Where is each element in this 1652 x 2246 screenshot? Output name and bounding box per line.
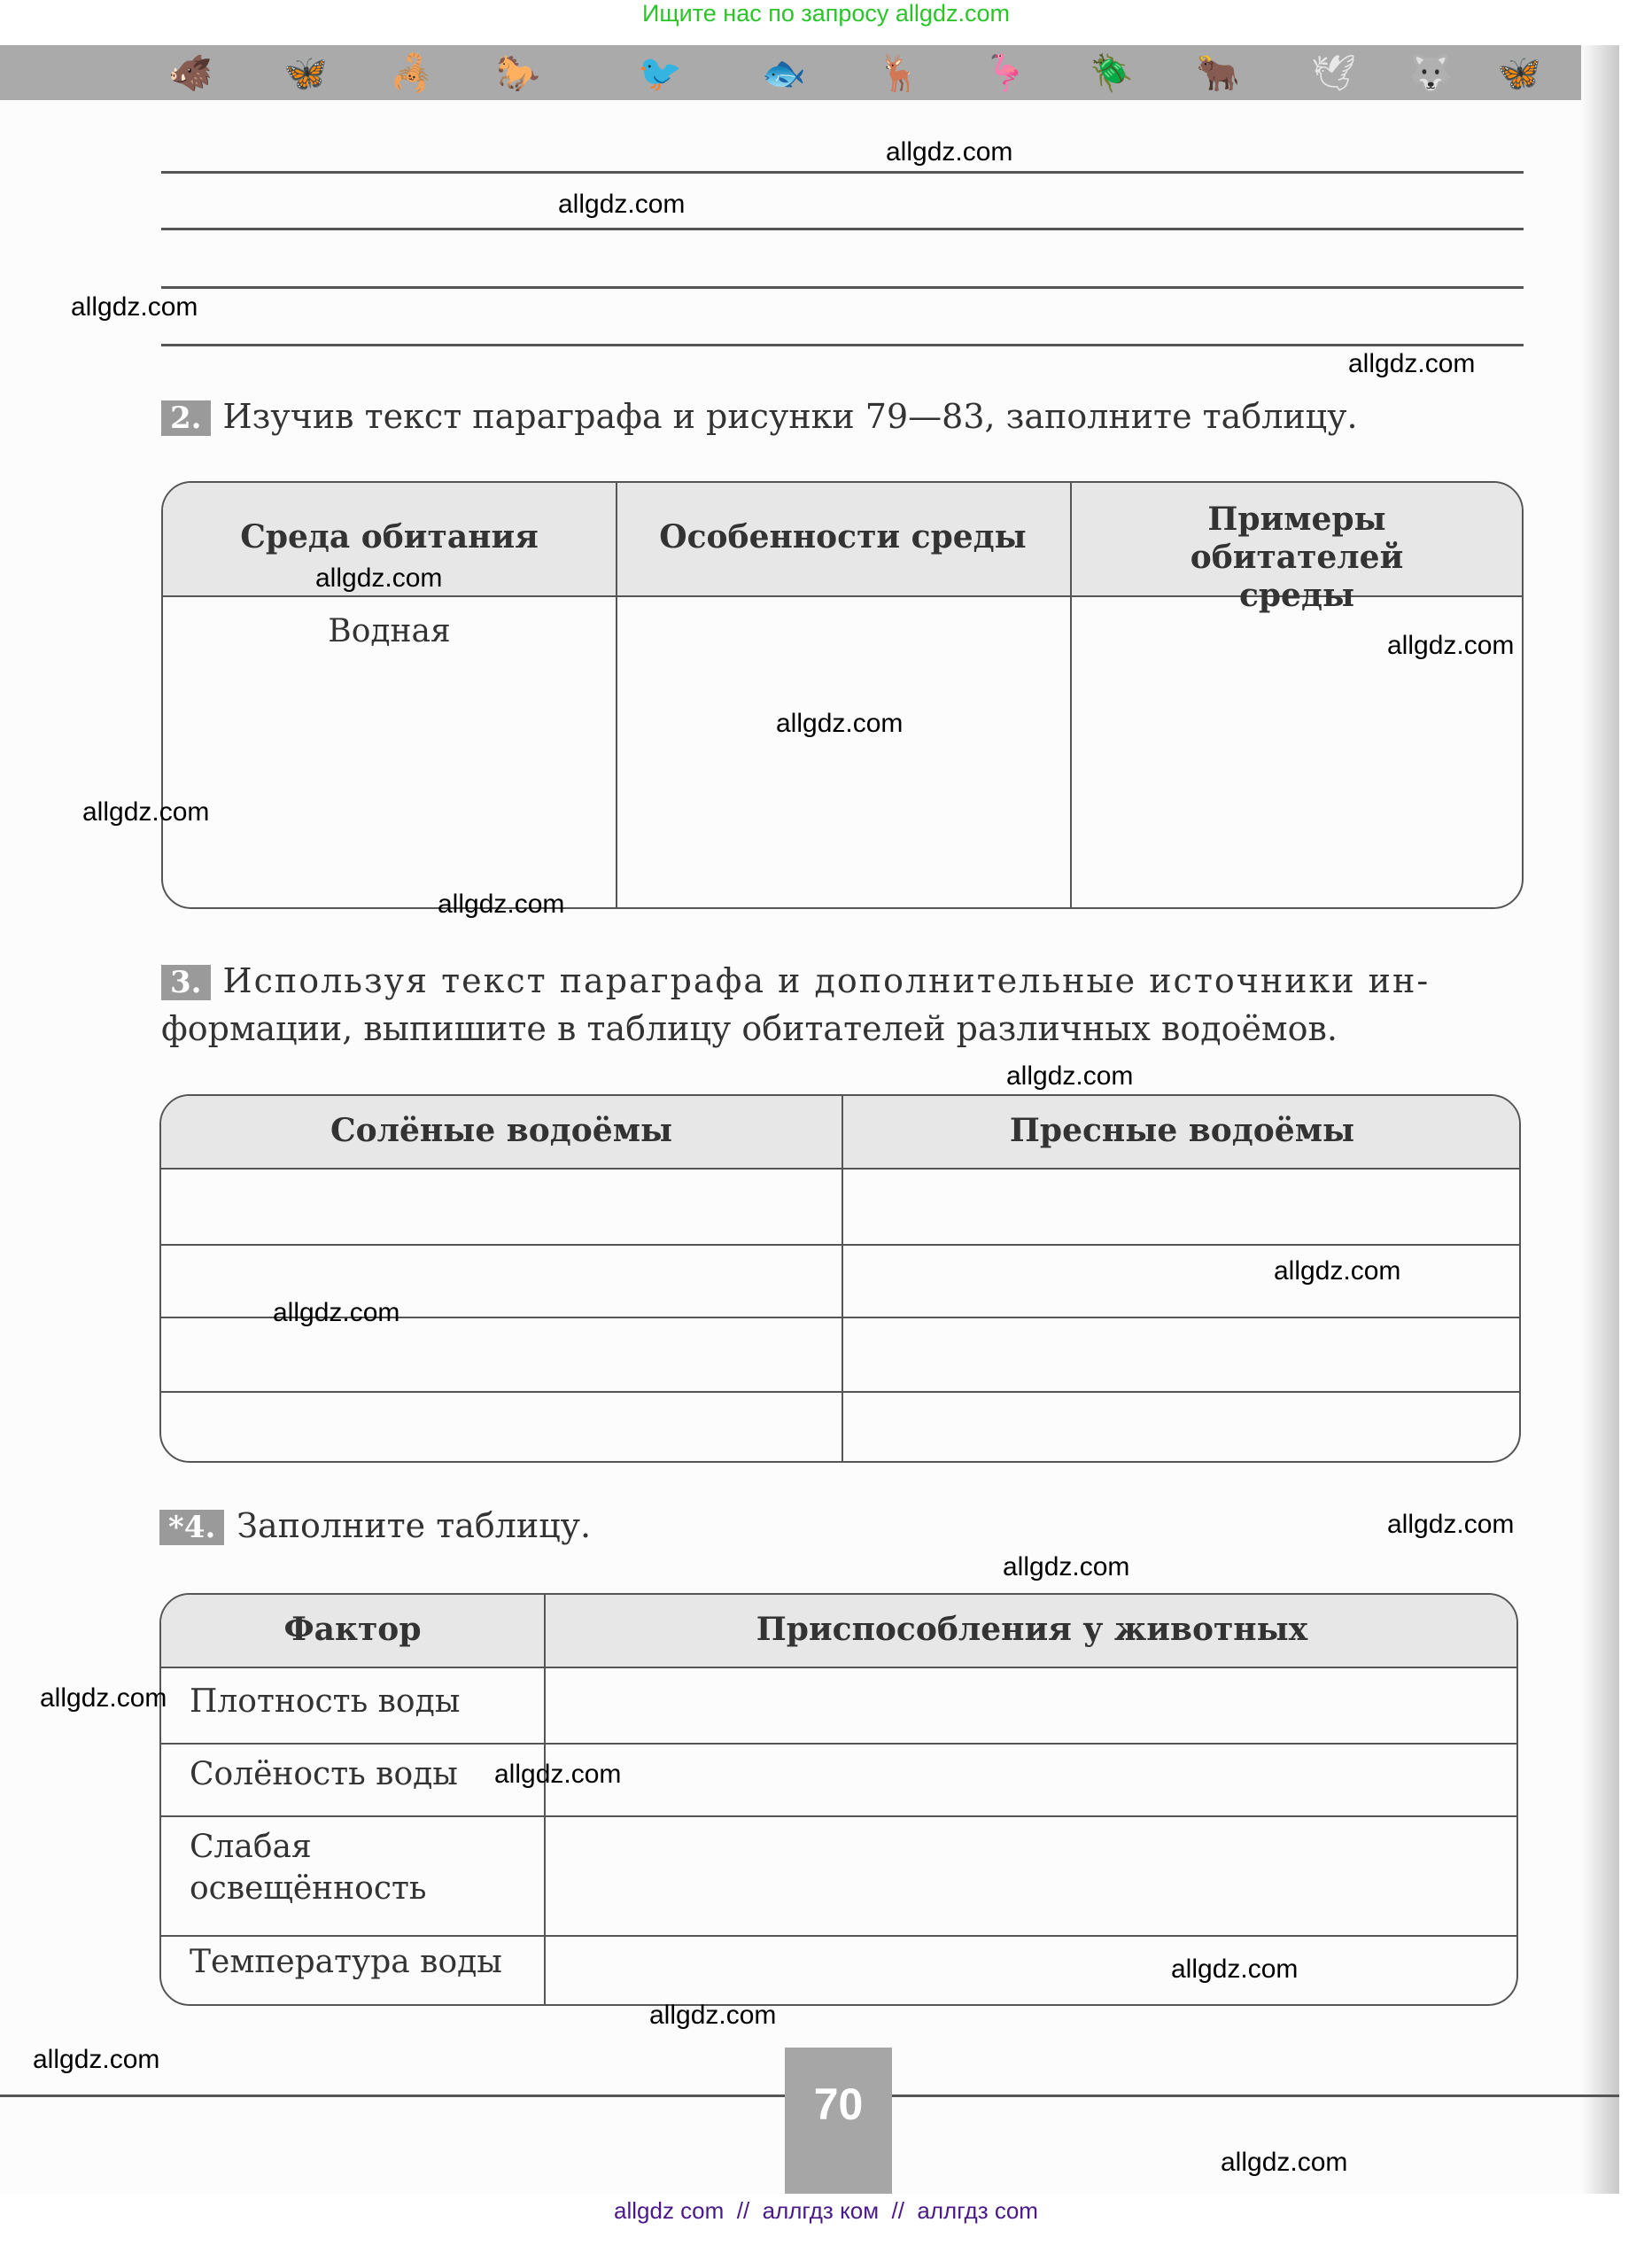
- column-header: Примеры обитателей среды: [1190, 501, 1404, 615]
- animal-silhouette-band: [0, 45, 1619, 100]
- factor-cell: Температура воды: [190, 1944, 502, 1980]
- column-header: Приспособления у животных: [756, 1611, 1308, 1648]
- task-text: Используя текст параграфа и дополнительные источники ин-: [222, 961, 1431, 1000]
- row-line: [161, 1391, 1519, 1393]
- task-number-badge: *4.: [159, 1510, 224, 1545]
- fish-icon: 🐟: [762, 53, 806, 94]
- answer-line[interactable]: [161, 228, 1524, 230]
- watermark: allgdz.com: [33, 2045, 160, 2074]
- watermark: allgdz.com: [273, 1298, 400, 1327]
- horse-icon: 🐎: [496, 53, 540, 94]
- watermark: allgdz.com: [1348, 349, 1476, 378]
- bull-icon: 🐂: [1196, 53, 1240, 94]
- task-text: формации, выпишите в таблицу обитателей различных водоёмов.: [161, 1009, 1338, 1048]
- page-number: 70: [785, 2048, 892, 2194]
- page-fold-shadow: [1581, 45, 1619, 2194]
- watermark: allgdz.com: [1274, 1256, 1401, 1286]
- footer-links[interactable]: allgdz com // аллгдз ком // аллгдз com: [614, 2197, 1038, 2224]
- row-line: [161, 1244, 1519, 1246]
- task-number-badge: 2.: [161, 400, 211, 436]
- watermark: allgdz.com: [886, 137, 1013, 167]
- factor-cell: Плотность воды: [190, 1683, 461, 1720]
- butterfly-icon: 🦋: [1497, 53, 1541, 94]
- task-4-heading: [159, 1506, 591, 1545]
- wolf-icon: 🐺: [1408, 53, 1453, 94]
- deer-icon: 🦌: [877, 53, 921, 94]
- answer-line[interactable]: [161, 171, 1524, 174]
- watermark: allgdz.com: [1387, 1510, 1515, 1539]
- factor-cell: Солёность воды: [190, 1756, 458, 1792]
- watermark: allgdz.com: [494, 1760, 622, 1789]
- answer-line[interactable]: [161, 286, 1524, 289]
- watermark: allgdz.com: [1003, 1552, 1130, 1582]
- watermark: allgdz.com: [40, 1683, 167, 1713]
- column-header: Солёные водоёмы: [330, 1112, 673, 1149]
- crane-icon: 🕊: [1311, 53, 1356, 94]
- watermark: allgdz.com: [649, 2001, 777, 2030]
- task-number-badge: 3.: [161, 965, 211, 1000]
- watermark: allgdz.com: [438, 890, 565, 919]
- row-line: [161, 1743, 1516, 1745]
- search-banner: Ищите нас по запросу allgdz.com: [642, 0, 1010, 27]
- watermark: allgdz.com: [315, 563, 443, 593]
- task-3-heading: [161, 961, 1524, 1000]
- column-header: Особенности среды: [659, 518, 1027, 556]
- watermark: allgdz.com: [776, 709, 904, 738]
- watermark: allgdz.com: [1221, 2148, 1348, 2177]
- watermark: allgdz.com: [558, 190, 686, 219]
- column-header: Пресные водоёмы: [1009, 1112, 1355, 1149]
- task-2-heading: [161, 397, 1358, 436]
- watermark: allgdz.com: [71, 292, 198, 322]
- butterfly-icon: 🦋: [283, 53, 328, 94]
- boar-icon: 🐗: [168, 53, 213, 94]
- answer-line[interactable]: [161, 344, 1524, 346]
- factor-table: [159, 1593, 1518, 2006]
- answer-cell[interactable]: [617, 599, 1070, 907]
- beetle-icon: 🪲: [1090, 53, 1134, 94]
- row-line: [161, 1935, 1516, 1937]
- watermark: allgdz.com: [1006, 1061, 1134, 1091]
- habitat-table: [161, 481, 1524, 909]
- watermark: allgdz.com: [1387, 631, 1515, 660]
- factor-cell: Слабая освещённость: [190, 1829, 427, 1907]
- column-header: Фактор: [283, 1611, 422, 1648]
- column-divider: [842, 1096, 843, 1461]
- bird-icon: 🐦: [638, 53, 682, 94]
- watermark: allgdz.com: [1171, 1955, 1299, 1984]
- watermark: allgdz.com: [82, 797, 210, 827]
- scorpion-icon: 🦂: [390, 53, 434, 94]
- heron-icon: 🦩: [983, 53, 1028, 94]
- column-divider: [544, 1595, 546, 2004]
- row-line: [161, 1815, 1516, 1817]
- table-cell: Водная: [328, 613, 451, 649]
- task-text: Заполните таблицу.: [237, 1506, 592, 1545]
- column-header: Среда обитания: [240, 518, 539, 556]
- task-text: Изучив текст параграфа и рисунки 79—83, заполните таблицу.: [222, 397, 1358, 436]
